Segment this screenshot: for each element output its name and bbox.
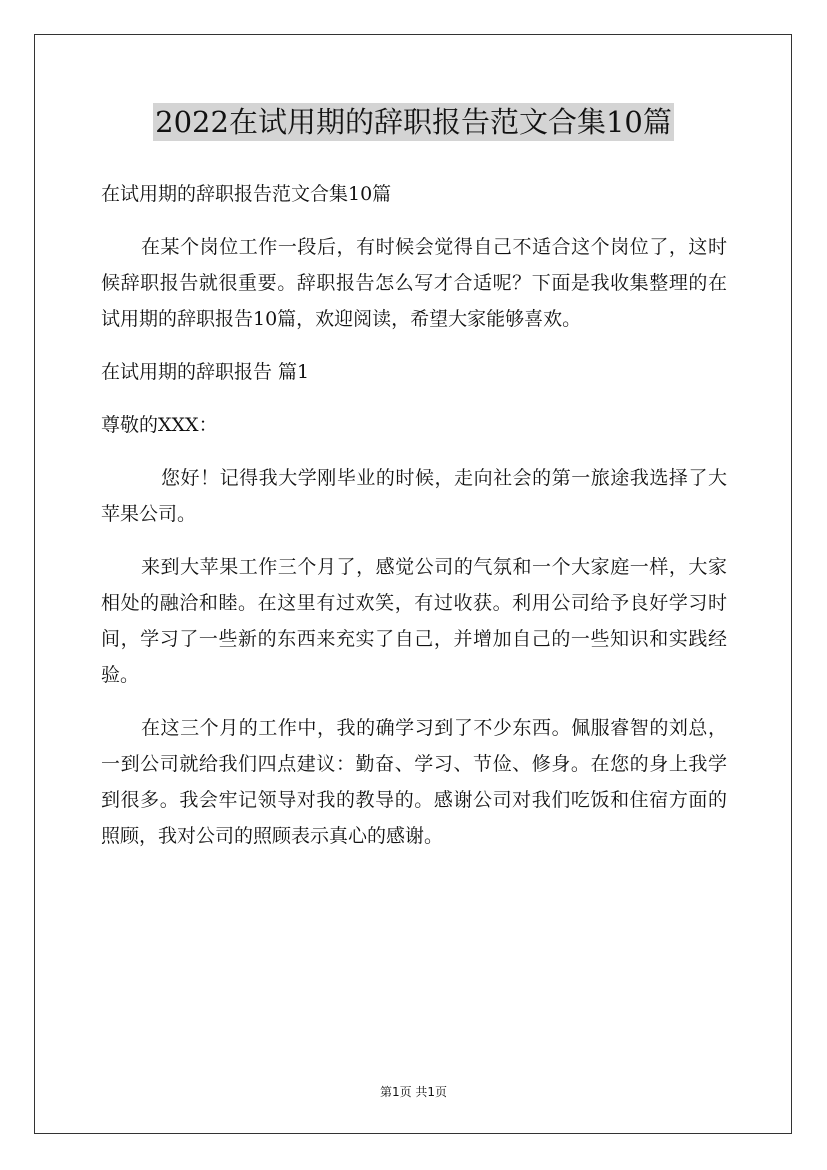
salutation: 尊敬的XXX：: [101, 414, 218, 436]
section-heading: 在试用期的辞职报告 篇1: [101, 361, 310, 383]
intro-paragraph: 在某个岗位工作一段后，有时候会觉得自己不适合这个岗位了，这时候辞职报告就很重要。辞职报告怎么写才合适呢？下面是我收集整理的在试用期的辞职报告10篇，欢迎阅读，希望大家能够喜欢。: [101, 236, 727, 330]
subtitle-paragraph: 在试用期的辞职报告范文合集10篇: [101, 183, 392, 205]
body-paragraph: 在这三个月的工作中，我的确学习到了不少东西。佩服睿智的刘总，一到公司就给我们四点建议：勤奋、学习、节俭、修身。在您的身上我学到很多。我会牢记领导对我的教导的。感谢公司对我们吃饭和住宿方面的照顾，我对公司的照顾表示真心的感谢。: [101, 717, 727, 847]
document-title-text: 2022在试用期的辞职报告范文合集10篇: [155, 105, 672, 139]
document-body: [101, 176, 727, 871]
body-paragraph: 您好！记得我大学刚毕业的时候，走向社会的第一旅途我选择了大苹果公司。: [101, 467, 727, 525]
document-title: [0, 100, 827, 141]
page-footer: 第1页 共1页: [379, 1085, 448, 1099]
body-paragraph: 来到大苹果工作三个月了，感觉公司的气氛和一个大家庭一样，大家相处的融洽和睦。在这里有过欢笑，有过收获。利用公司给予良好学习时间，学习了一些新的东西来充实了自己，并增加自己的一些知识和实践经验。: [101, 556, 727, 686]
